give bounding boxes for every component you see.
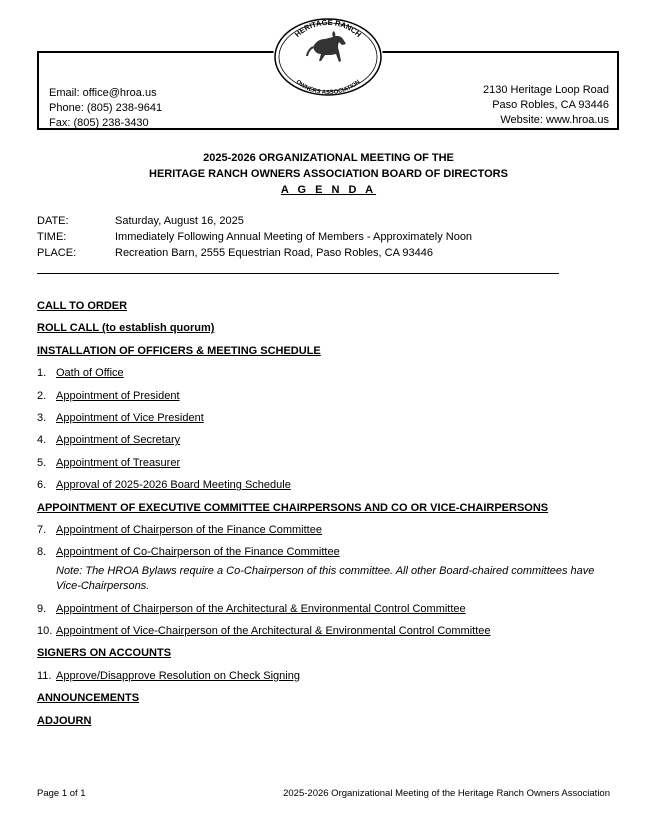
title-line-1: 2025-2026 ORGANIZATIONAL MEETING OF THE (203, 152, 454, 164)
fax-line: Fax: (805) 238-3430 (49, 117, 149, 129)
section-roll-call: ROLL CALL (to establish quorum) (37, 322, 215, 335)
logo-text-bottom: OWNERS ASSOCIATION (294, 79, 362, 97)
phone-line: Phone: (805) 238-9641 (49, 102, 163, 114)
item-number: 6. (37, 479, 47, 492)
agenda-title (0, 150, 657, 198)
divider-line (37, 273, 559, 274)
item-text: Approval of 2025-2026 Board Meeting Schedule (56, 479, 291, 492)
section-installation: INSTALLATION OF OFFICERS & MEETING SCHEDULE (37, 344, 321, 357)
place-label: PLACE: (37, 247, 77, 259)
item-text: Appointment of Treasurer (56, 456, 181, 469)
item-text: Appointment of Vice-Chairperson of the Architectural & Environmental Control Committee (56, 625, 491, 638)
section-call-to-order: CALL TO ORDER (37, 300, 128, 312)
title-line-2: HERITAGE RANCH OWNERS ASSOCIATION BOARD OF DIRECTORS (149, 168, 508, 180)
footer-title: 2025-2026 Organizational Meeting of the Heritage Ranch Owners Association (283, 788, 610, 799)
agenda-item (37, 623, 637, 645)
logo-text-top: HERITAGE RANCH (292, 17, 364, 40)
item-text: Appointment of Chairperson of the Finance Committee (56, 523, 322, 536)
agenda-item (37, 668, 637, 690)
page-number: Page 1 of 1 (37, 788, 86, 799)
item-number: 10. (37, 625, 53, 638)
agenda-item (37, 522, 637, 544)
item-text: Appointment of Chairperson of the Architectural & Environmental Control Committee (56, 602, 466, 615)
agenda-item (37, 455, 637, 477)
item-number: 2. (37, 389, 47, 402)
address-line-1: 2130 Heritage Loop Road (483, 84, 609, 96)
item-text: Appointment of Vice President (56, 411, 204, 424)
item-number: 4. (37, 434, 47, 447)
agenda-item (37, 410, 637, 432)
item-number: 9. (37, 602, 47, 615)
contact-right (483, 83, 609, 128)
item-text: Appointment of Secretary (56, 434, 181, 447)
meeting-info (37, 213, 472, 261)
agenda-item (37, 601, 637, 623)
bylaws-note: Note: The HROA Bylaws require a Co-Chairperson of this committee. All other Board-chaired committees have Vice-Chairpersons. (56, 564, 595, 592)
item-text: Approve/Disapprove Resolution on Check Signing (56, 669, 300, 682)
agenda-item (37, 365, 637, 387)
item-number: 7. (37, 523, 47, 536)
item-number: 11. (37, 669, 52, 682)
section-announcements: ANNOUNCEMENTS (37, 692, 140, 705)
item-number: 5. (37, 456, 47, 469)
time-label: TIME: (37, 231, 67, 243)
date-label: DATE: (37, 215, 69, 227)
item-number: 8. (37, 546, 47, 559)
association-logo (273, 17, 383, 97)
section-adjourn: ADJOURN (37, 714, 92, 727)
contact-left (49, 86, 162, 131)
item-text: Oath of Office (56, 367, 124, 380)
section-signers: SIGNERS ON ACCOUNTS (37, 647, 172, 660)
agenda-item (37, 388, 637, 410)
item-number: 3. (37, 411, 47, 424)
date-value: Saturday, August 16, 2025 (115, 215, 244, 227)
agenda-item (37, 432, 637, 454)
time-value: Immediately Following Annual Meeting of Members - Approximately Noon (115, 231, 473, 243)
website-line: Website: www.hroa.us (500, 114, 609, 126)
item-text: Appointment of President (56, 389, 180, 402)
agenda-list (37, 298, 637, 735)
item-number: 1. (37, 367, 47, 380)
email-line: Email: office@hroa.us (49, 87, 157, 99)
agenda-item (37, 477, 637, 499)
address-line-2: Paso Robles, CA 93446 (492, 99, 609, 111)
item-text: Appointment of Co-Chairperson of the Finance Committee (56, 546, 340, 559)
title-agenda: A G E N D A (280, 184, 377, 196)
place-value: Recreation Barn, 2555 Equestrian Road, Paso Robles, CA 93446 (115, 247, 433, 259)
section-executive-committee: APPOINTMENT OF EXECUTIVE COMMITTEE CHAIRPERSONS AND CO OR VICE-CHAIRPERSONS (37, 501, 549, 514)
